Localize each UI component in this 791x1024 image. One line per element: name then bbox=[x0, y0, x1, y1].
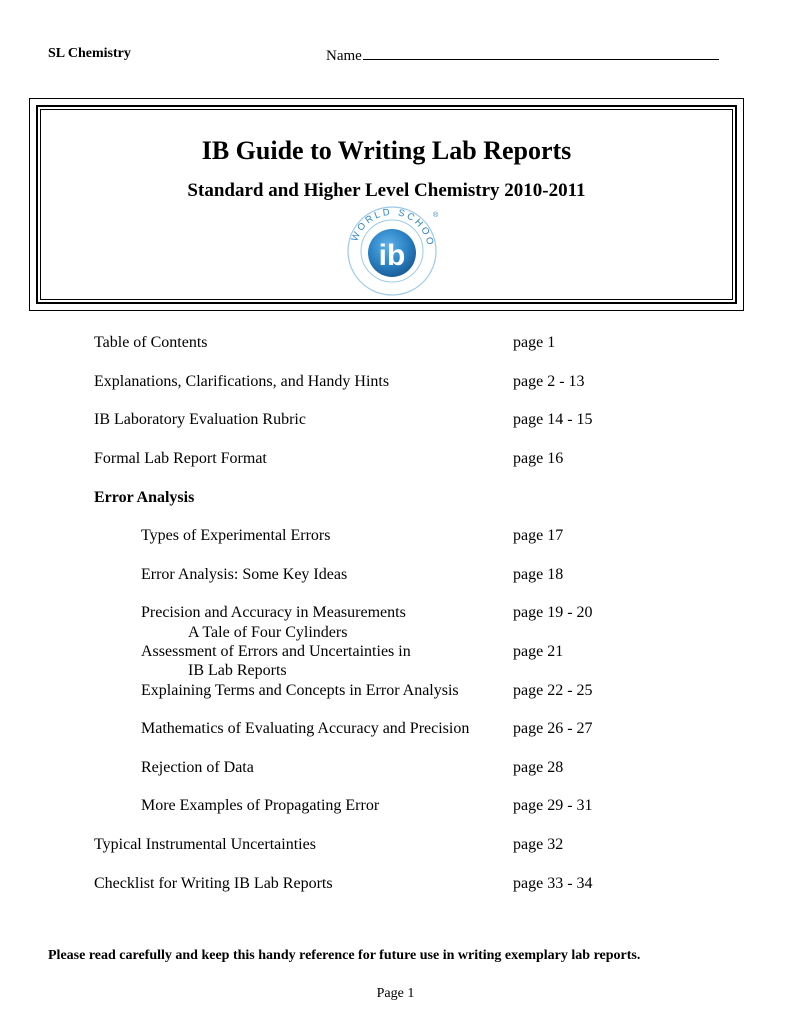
toc-entry-page: page 18 bbox=[513, 566, 564, 583]
logo-mark-text: ib bbox=[378, 239, 406, 272]
document-subtitle: Standard and Higher Level Chemistry 2010-2011 bbox=[187, 180, 586, 201]
toc-entry-title: Table of Contents bbox=[94, 334, 208, 351]
header-course: SL Chemistry bbox=[48, 46, 131, 61]
toc-entry-title: Rejection of Data bbox=[141, 759, 254, 776]
toc-entry-page: page 29 - 31 bbox=[513, 797, 593, 814]
toc-entry-page: page 17 bbox=[513, 527, 564, 544]
toc-entry-page: page 26 - 27 bbox=[513, 720, 593, 737]
toc-entry-title: IB Laboratory Evaluation Rubric bbox=[94, 411, 306, 428]
toc-entry-title: Formal Lab Report Format bbox=[94, 450, 267, 467]
toc-entry-page: page 22 - 25 bbox=[513, 682, 593, 699]
toc-entry-title: Checklist for Writing IB Lab Reports bbox=[94, 875, 333, 892]
footer-note: Please read carefully and keep this handy reference for future use in writing exemplary lab reports. bbox=[48, 948, 641, 963]
toc-entry-page: page 16 bbox=[513, 450, 564, 467]
logo-registered-mark: ® bbox=[433, 212, 439, 219]
toc-entry-page: page 14 - 15 bbox=[513, 411, 593, 428]
toc-entry-page: page 1 bbox=[513, 334, 556, 351]
toc-entry-page: page 28 bbox=[513, 759, 564, 776]
toc-entry-title: A Tale of Four Cylinders bbox=[188, 624, 348, 641]
toc-entry-title: Precision and Accuracy in Measurements bbox=[141, 604, 406, 621]
toc-entry-title: IB Lab Reports bbox=[188, 662, 287, 679]
toc-entry-title: Explaining Terms and Concepts in Error Analysis bbox=[141, 682, 459, 699]
page-number: Page 1 bbox=[376, 986, 415, 1001]
toc-section-heading: Error Analysis bbox=[94, 489, 195, 506]
toc-entry-title: Error Analysis: Some Key Ideas bbox=[141, 566, 348, 583]
toc-entry-title: Types of Experimental Errors bbox=[141, 527, 331, 544]
toc-entry-page: page 32 bbox=[513, 836, 564, 853]
toc-entry-page: page 33 - 34 bbox=[513, 875, 593, 892]
toc-entry-title: Explanations, Clarifications, and Handy Hints bbox=[94, 373, 390, 390]
toc-entry-title: Assessment of Errors and Uncertainties in bbox=[141, 643, 411, 660]
logo-ring-text: WORLD SCHOO bbox=[349, 206, 436, 249]
toc-entry-page: page 2 - 13 bbox=[513, 373, 585, 390]
toc-entry-title: Mathematics of Evaluating Accuracy and Precision bbox=[141, 720, 470, 737]
name-label: Name bbox=[326, 48, 362, 64]
document-title: IB Guide to Writing Lab Reports bbox=[201, 136, 572, 165]
toc-entry-title: More Examples of Propagating Error bbox=[141, 797, 380, 814]
toc-entry-title: Typical Instrumental Uncertainties bbox=[94, 836, 316, 853]
toc-entry-page: page 19 - 20 bbox=[513, 604, 593, 621]
toc-entry-page: page 21 bbox=[513, 643, 564, 660]
